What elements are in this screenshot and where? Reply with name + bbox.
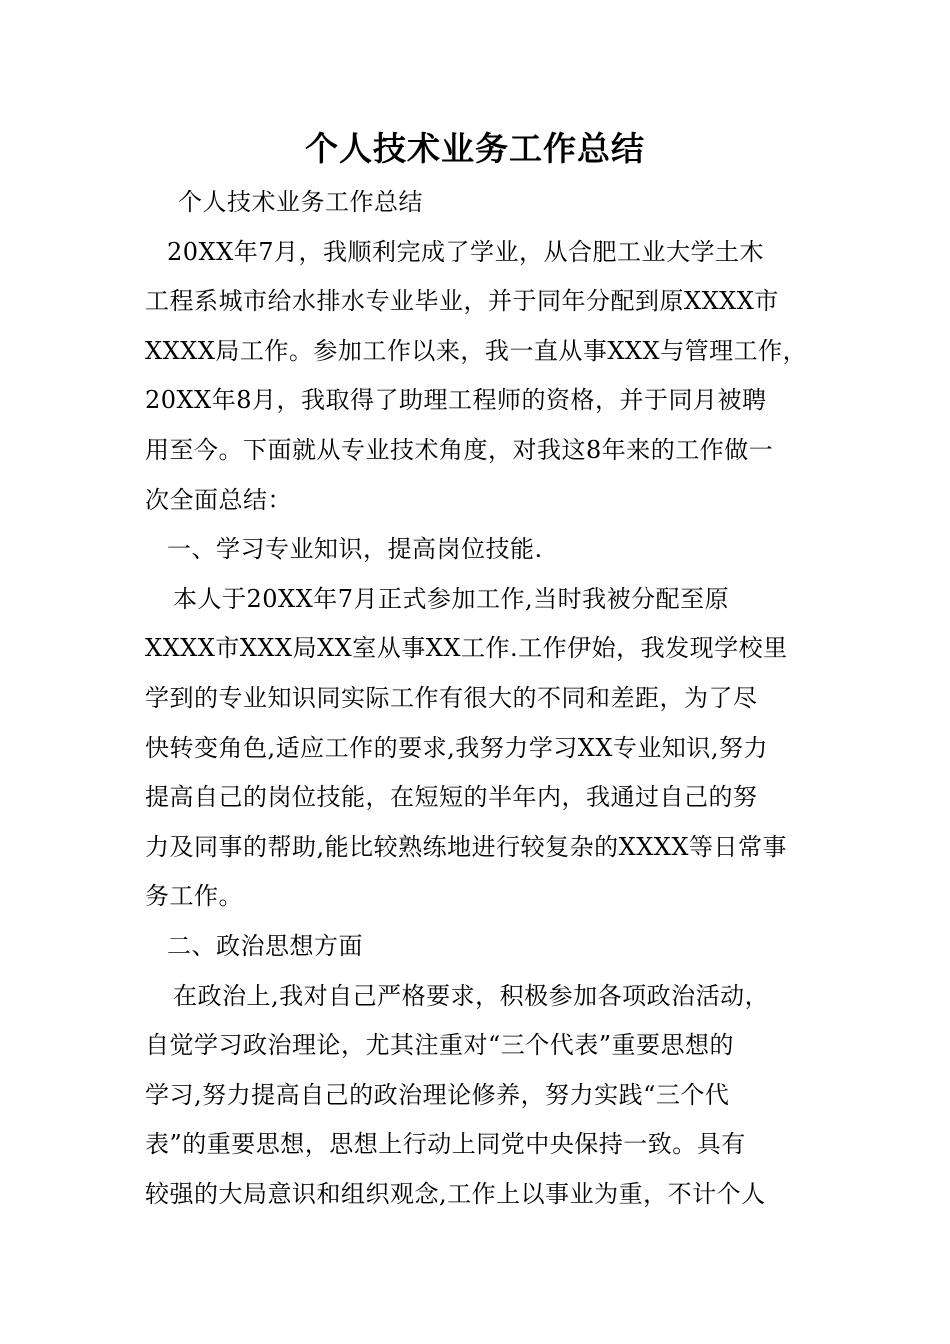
paragraph-line: 次全面总结： bbox=[145, 485, 292, 514]
paragraph-line: 学到的专业知识同实际工作有很大的不同和差距，为了尽 bbox=[145, 683, 758, 712]
document-body bbox=[145, 178, 815, 1219]
paragraph-line: 20XX年8月，我取得了助理工程师的资格，并于同月被聘 bbox=[145, 386, 767, 415]
section-heading: 一、学习专业知识，提高岗位技能. bbox=[167, 535, 543, 564]
paragraph-line: 20XX年7月，我顺利完成了学业，从合肥工业大学土木 bbox=[167, 237, 764, 266]
paragraph-line: 快转变角色,适应工作的要求,我努力学习XX专业知识,努力 bbox=[145, 733, 769, 762]
paragraph-line: 务工作。 bbox=[145, 882, 243, 911]
paragraph-line: 用至今。下面就从专业技术角度，对我这8年来的工作做一 bbox=[145, 435, 774, 464]
paragraph-line: 表”的重要思想，思想上行动上同党中央保持一致。具有 bbox=[145, 1130, 746, 1159]
subtitle-line: 个人技术业务工作总结 bbox=[178, 188, 423, 216]
paragraph-line: 力及同事的帮助,能比较熟练地进行较复杂的XXXX等日常事 bbox=[145, 832, 787, 861]
paragraph-line: 工程系城市给水排水专业毕业，并于同年分配到原XXXX市 bbox=[145, 287, 779, 316]
paragraph-line: 较强的大局意识和组织观念,工作上以事业为重，不计个人 bbox=[145, 1179, 766, 1208]
paragraph-line: 在政治上,我对自己严格要求，积极参加各项政治活动， bbox=[173, 981, 770, 1010]
document-title: 个人技术业务工作总结 bbox=[305, 129, 645, 168]
paragraph-line: 本人于20XX年7月正式参加工作,当时我被分配至原 bbox=[173, 584, 730, 613]
section-heading: 二、政治思想方面 bbox=[167, 931, 363, 960]
paragraph-line: 学习,努力提高自己的政治理论修养，努力实践“三个代 bbox=[145, 1080, 730, 1109]
paragraph-line: 自觉学习政治理论，尤其注重对“三个代表”重要思想的 bbox=[145, 1031, 735, 1060]
paragraph-line: XXXX局工作。参加工作以来，我一直从事XXX与管理工作， bbox=[145, 336, 808, 365]
paragraph-line: 提高自己的岗位技能，在短短的半年内，我通过自己的努 bbox=[145, 783, 758, 812]
paragraph-line: XXXX市XXX局XX室从事XX工作.工作伊始，我发现学校里 bbox=[145, 634, 788, 663]
